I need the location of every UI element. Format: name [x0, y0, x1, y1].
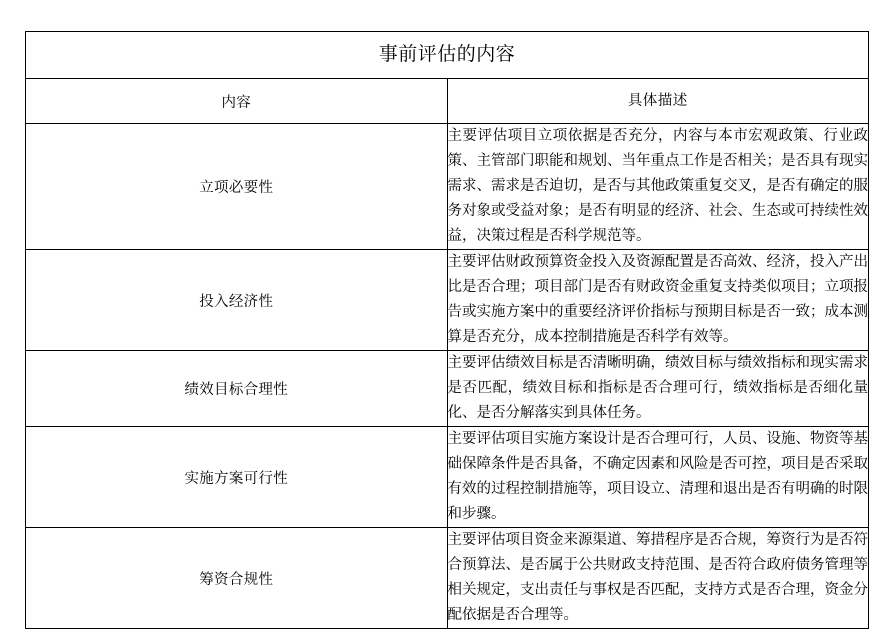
table-row: [26, 528, 869, 629]
row-description-cell: [447, 427, 869, 528]
table-title-row: [26, 32, 869, 79]
table-row: [26, 351, 869, 427]
evaluation-table-container: [25, 31, 869, 629]
column-header-description: 具体描述: [447, 79, 869, 124]
row-description-cell: [447, 528, 869, 629]
row-name-cell: 绩效目标合理性: [26, 351, 448, 427]
row-description-cell: [447, 351, 869, 427]
row-description-text: 主要评估项目实施方案设计是否合理可行，人员、设施、物资等基础保障条件是否具备，不确定因素和风险是否可控，项目是否采取有效的过程控制措施等，项目设立、清理和退出是否有明确的时限和步骤。: [447, 431, 868, 522]
column-header-name: 内容: [26, 79, 448, 124]
row-name-cell: 投入经济性: [26, 250, 448, 351]
row-description-text: 主要评估财政预算资金投入及资源配置是否高效、经济，投入产出比是否合理；项目部门是否有财政资金重复支持类似项目；立项报告或实施方案中的重要经济评价指标与预期目标是否一致；成本测算是否充分，成本控制措施是否科学有效等。: [447, 254, 868, 345]
row-description-text: 主要评估项目立项依据是否充分，内容与本市宏观政策、行业政策、主管部门职能和规划、当年重点工作是否相关；是否具有现实需求、需求是否迫切，是否与其他政策重复交叉，是否有确定的服务对象或受益对象；是否有明显的经济、社会、生态或可持续性效益，决策过程是否科学规范等。: [447, 128, 868, 244]
row-description-text: 主要评估绩效目标是否清晰明确，绩效目标与绩效指标和现实需求是否匹配，绩效目标和指标是否合理可行，绩效指标是否细化量化、是否分解落实到具体任务。: [447, 355, 868, 421]
row-name-cell: 筹资合规性: [26, 528, 448, 629]
table-row: [26, 250, 869, 351]
evaluation-table: [25, 31, 869, 629]
row-name-cell: 实施方案可行性: [26, 427, 448, 528]
row-description-text: 主要评估项目资金来源渠道、筹措程序是否合规，筹资行为是否符合预算法、是否属于公共财政支持范围、是否符合政府债务管理等相关规定，支出责任与事权是否匹配，支持方式是否合理，资金分配依据是否合理等。: [447, 532, 868, 623]
row-description-cell: [447, 124, 869, 250]
row-description-cell: [447, 250, 869, 351]
table-header-row: [26, 79, 869, 124]
table-row: [26, 124, 869, 250]
table-title: 事前评估的内容: [26, 32, 869, 79]
row-name-cell: 立项必要性: [26, 124, 448, 250]
table-row: [26, 427, 869, 528]
